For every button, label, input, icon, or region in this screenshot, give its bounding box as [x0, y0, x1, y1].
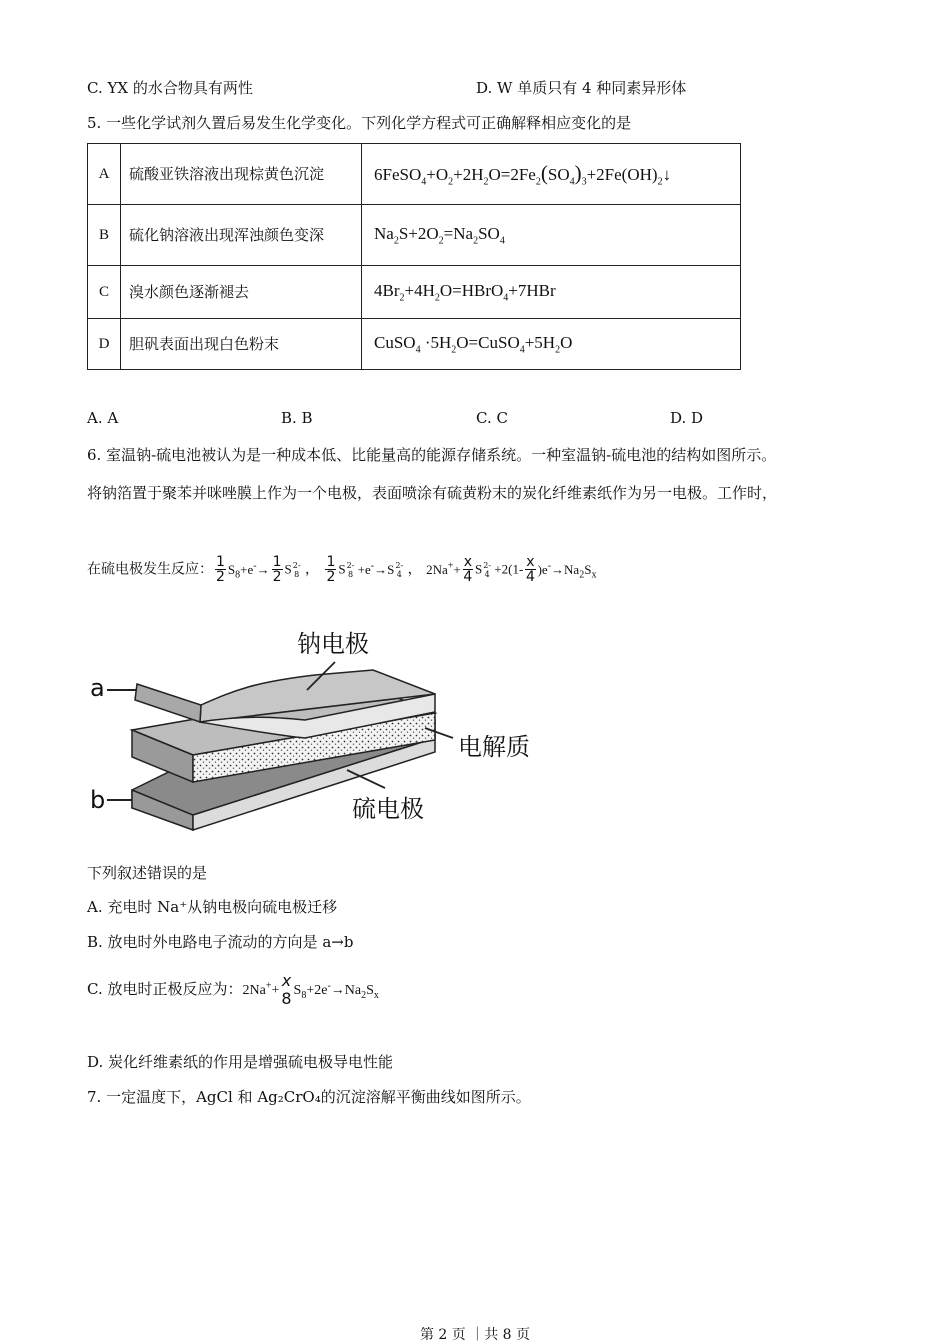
q6-stem-line2: 将钠箔置于聚苯并咪唑膜上作为一个电极，表面喷涂有硫黄粉末的炭化纤维素纸作为另一电极。工作时，	[87, 484, 778, 502]
q4-option-d: D. W 单质只有 4 种同素异形体	[476, 79, 687, 97]
q5-option-c: C. C	[476, 409, 508, 427]
row-description: 硫酸亚铁溶液出现棕黄色沉淀	[121, 144, 362, 205]
row-equation: $6FeSO_4+O_2+2H_2O=2Fe_2(SO_4)_3+2Fe(OH)_2↓$	[362, 144, 741, 205]
label-sodium-electrode: 钠电极	[297, 630, 369, 658]
label-sulfur-electrode: 硫电极	[352, 795, 424, 823]
q4-option-c: C. YX 的水合物具有两性	[87, 79, 253, 97]
option-c-prefix: C. 放电时正极反应为：	[87, 980, 243, 998]
table-row	[88, 144, 741, 205]
table-row	[88, 266, 741, 319]
q5-stem: 5. 一些化学试剂久置后易发生化学变化。下列化学方程式可正确解释相应变化的是	[87, 114, 632, 132]
q6-option-b: B. 放电时外电路电子流动的方向是 a→b	[87, 933, 354, 951]
q6-option-d: D. 炭化纤维素纸的作用是增强硫电极导电性能	[87, 1053, 394, 1071]
row-letter: C	[88, 266, 121, 319]
q5-option-a: A. A	[87, 409, 119, 427]
row-equation: $Na_2S+2O_2=Na_2SO_4$	[362, 205, 741, 266]
table-row	[88, 205, 741, 266]
row-letter: D	[88, 319, 121, 370]
q6-option-a: A. 充电时 Na⁺从钠电极向硫电极迁移	[87, 898, 338, 916]
label-terminal-b: b	[90, 786, 106, 814]
row-description: 溴水颜色逐渐褪去	[121, 266, 362, 319]
q7-stem: 7. 一定温度下，AgCl 和 Ag₂CrO₄的沉淀溶解平衡曲线如图所示。	[87, 1088, 531, 1106]
reaction-prefix: 在硫电极发生反应：	[87, 561, 213, 578]
row-equation: $4Br_2+4H_2O=HBrO_4+7HBr$	[362, 266, 741, 319]
q5-option-d: D. D	[670, 409, 704, 427]
page-footer: 第 2 页 ｜共 8 页	[419, 1327, 531, 1343]
label-terminal-a: a	[90, 674, 105, 702]
row-letter: B	[88, 205, 121, 266]
q6-question: 下列叙述错误的是	[87, 864, 208, 882]
label-electrolyte: 电解质	[458, 733, 530, 761]
q6-reaction-line: 在硫电极发生反应： $\frac{1}{2}$ $S_8+e^-\to$ $\frac{1}{2}$ S 2- 8 ， $\frac{1}{2}$ S 2- 8 +e-→S 2- 4 ， 2Na++ $\frac{x}{4}$ S 2- 4 +2(1- $\frac{x}{4}$ )$e^-\to Na_2S_x$	[87, 554, 597, 585]
q5-option-b: B. B	[281, 409, 313, 427]
row-equation: CuSO$_4$ $\cdot 5H_2O=CuSO_4+5H_2O$	[362, 319, 741, 370]
table-row	[88, 319, 741, 370]
q5-table	[87, 143, 741, 370]
q6-option-c: C. 放电时正极反应为：2Na++ x 8 $S_8+2e^-\to Na_2S_x$	[87, 971, 379, 1008]
row-description: 硫化钠溶液出现浑浊颜色变深	[121, 205, 362, 266]
row-letter: A	[88, 144, 121, 205]
row-description: 胆矾表面出现白色粉末	[121, 319, 362, 370]
q6-stem-line1: 6. 室温钠-硫电池被认为是一种成本低、比能量高的能源存储系统。一种室温钠-硫电池的结构如图所示。	[87, 446, 777, 464]
